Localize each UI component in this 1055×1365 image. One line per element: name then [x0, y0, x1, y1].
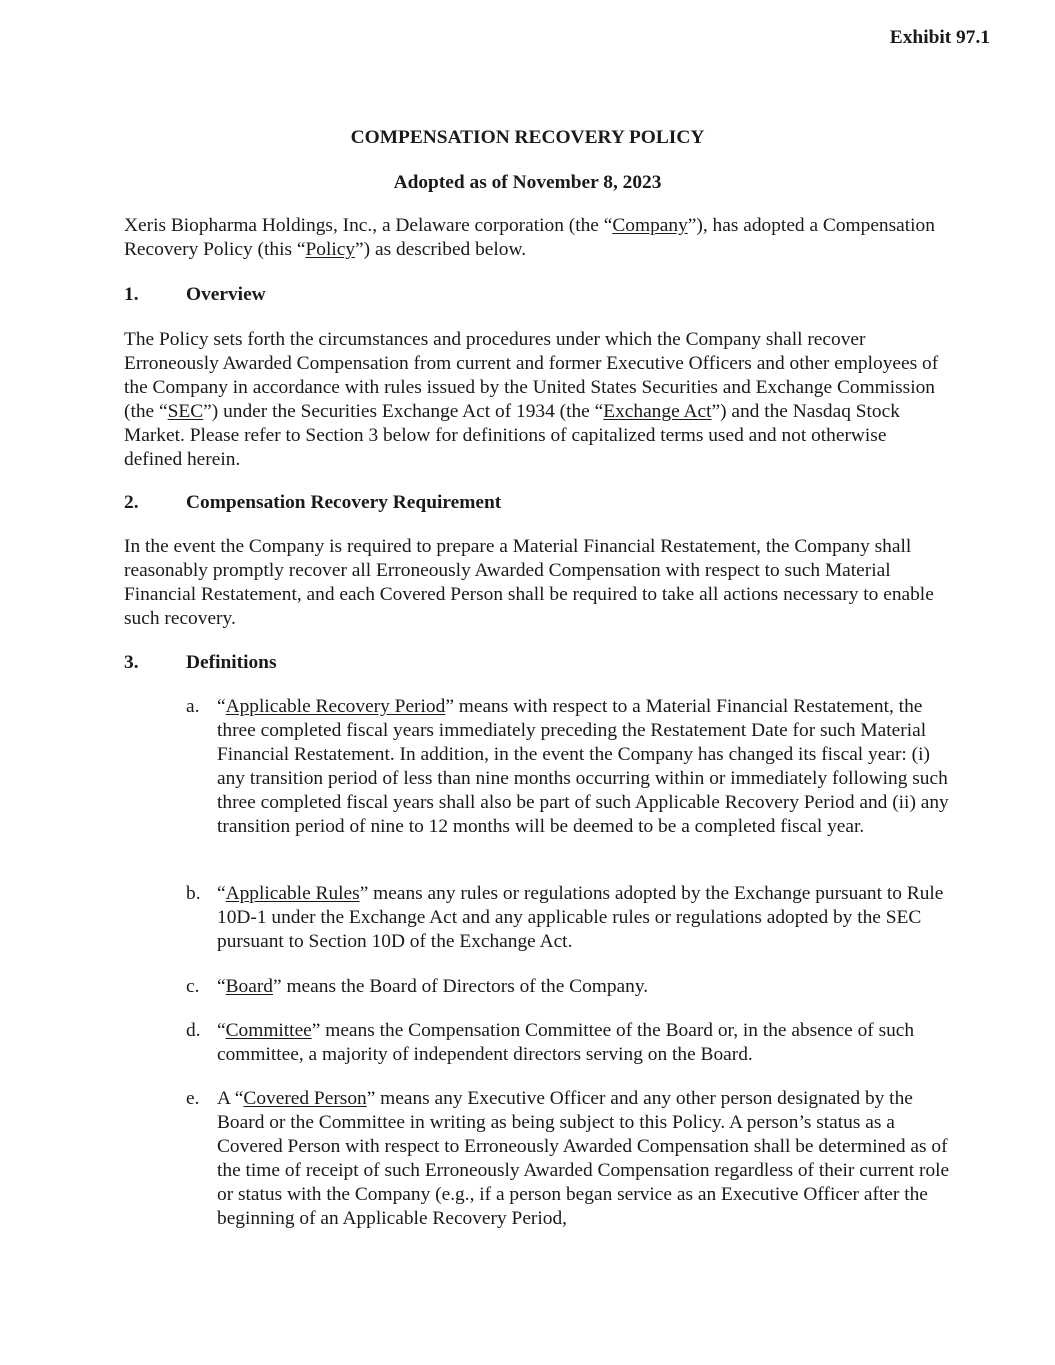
definition-b-term: Applicable Rules — [225, 883, 360, 904]
section-1-number: 1. — [124, 284, 139, 305]
policy-term: Policy — [305, 239, 356, 260]
section-1-text-1: The Policy sets forth the circumstances and procedures under which the Company shall recover Erroneously Awarded Compensation from current and former Executive Officers and other employees of the Company in accordance with rules issued by the United States Securities and Exchange Commission (the “ — [124, 329, 939, 422]
definition-d-term: Committee — [225, 1020, 312, 1041]
definition-e-term: Covered Person — [243, 1088, 367, 1109]
section-3-heading — [124, 651, 277, 675]
intro-text-2: ”), has adopted a Compensation Recovery Policy (this “ — [124, 215, 935, 260]
definition-e — [186, 1087, 956, 1231]
definition-e-prefix: A “ — [217, 1088, 244, 1109]
definition-b — [186, 882, 956, 954]
definition-a-letter: a. — [186, 696, 200, 717]
definition-e-text: ” means any Executive Officer and any other person designated by the Board or the Committee in writing as being subject to this Policy. A person’s status as a Covered Person with respect to Erroneously Awarded Compensation shall be determined as of the time of receipt of such Erroneously Awarded Compensation regardless of their current role or status with the Company (e.g., if a person began service as an Executive Officer after the beginning of an Applicable Recovery Period, — [217, 1088, 950, 1229]
intro-text-3: ”) as described below. — [355, 239, 527, 260]
intro-text-1: Xeris Biopharma Holdings, Inc., a Delaware corporation (the “ — [124, 215, 613, 236]
section-3-number: 3. — [124, 652, 139, 673]
section-1-text-2: ”) under the Securities Exchange Act of 1934 (the “ — [203, 401, 604, 422]
definition-b-prefix: “ — [217, 883, 226, 904]
adopted-date: Adopted as of November 8, 2023 — [393, 172, 662, 193]
document-title: COMPENSATION RECOVERY POLICY — [350, 127, 705, 148]
company-term: Company — [612, 215, 688, 236]
definition-d-letter: d. — [186, 1020, 201, 1041]
definition-d-body — [217, 1019, 956, 1067]
definition-d — [186, 1019, 956, 1067]
section-2-paragraph: In the event the Company is required to prepare a Material Financial Restatement, the Company shall reasonably promptly recover all Erroneously Awarded Compensation with respect to such Material Financial Restatement, and each Covered Person shall be required to take all actions necessary to enable such recovery. — [124, 536, 934, 629]
definition-c-prefix: “ — [217, 976, 226, 997]
definition-c-term: Board — [225, 976, 273, 997]
section-2-heading — [124, 491, 501, 515]
section-3-title: Definitions — [186, 652, 277, 673]
definition-d-prefix: “ — [217, 1020, 226, 1041]
definition-a-term: Applicable Recovery Period — [225, 696, 446, 717]
definition-a-prefix: “ — [217, 696, 226, 717]
definition-c-body — [217, 975, 956, 999]
section-2-title: Compensation Recovery Requirement — [186, 492, 502, 513]
definition-d-text: ” means the Compensation Committee of the Board or, in the absence of such committee, a majority of independent directors serving on the Board. — [217, 1020, 915, 1065]
exchange-act-term: Exchange Act — [603, 401, 712, 422]
definition-b-body — [217, 882, 956, 954]
definition-b-text: ” means any rules or regulations adopted by the Exchange pursuant to Rule 10D-1 under the Exchange Act and any applicable rules or regulations adopted by the SEC pursuant to Section 10D of the Exchange Act. — [217, 883, 944, 952]
definition-b-letter: b. — [186, 883, 201, 904]
definition-a-text: ” means with respect to a Material Financial Restatement, the three completed fiscal years immediately preceding the Restatement Date for such Material Financial Restatement. In addition, in the event the Company has changed its fiscal year: (i) any transition period of less than nine months occurring within or immediately following such three completed fiscal years shall also be part of such Applicable Recovery Period and (ii) any transition period of nine to 12 months will be deemed to be a completed fiscal year. — [217, 696, 949, 837]
sec-term: SEC — [167, 401, 204, 422]
definition-c-letter: c. — [186, 976, 200, 997]
section-1-heading — [124, 283, 266, 307]
section-1-paragraph — [124, 328, 944, 472]
section-2-number: 2. — [124, 492, 139, 513]
definition-c-text: ” means the Board of Directors of the Company. — [273, 976, 649, 997]
section-1-title: Overview — [186, 284, 266, 305]
exhibit-label: Exhibit 97.1 — [889, 27, 990, 48]
section-1-text-3: ”) and the Nasdaq Stock Market. Please refer to Section 3 below for definitions of capitalized terms used and not otherwise defined herein. — [124, 401, 900, 470]
definition-a-body — [217, 695, 956, 839]
definition-c — [186, 975, 956, 999]
definition-e-body — [217, 1087, 956, 1231]
definition-a — [186, 695, 956, 839]
intro-paragraph — [124, 214, 944, 262]
definition-e-letter: e. — [186, 1088, 200, 1109]
